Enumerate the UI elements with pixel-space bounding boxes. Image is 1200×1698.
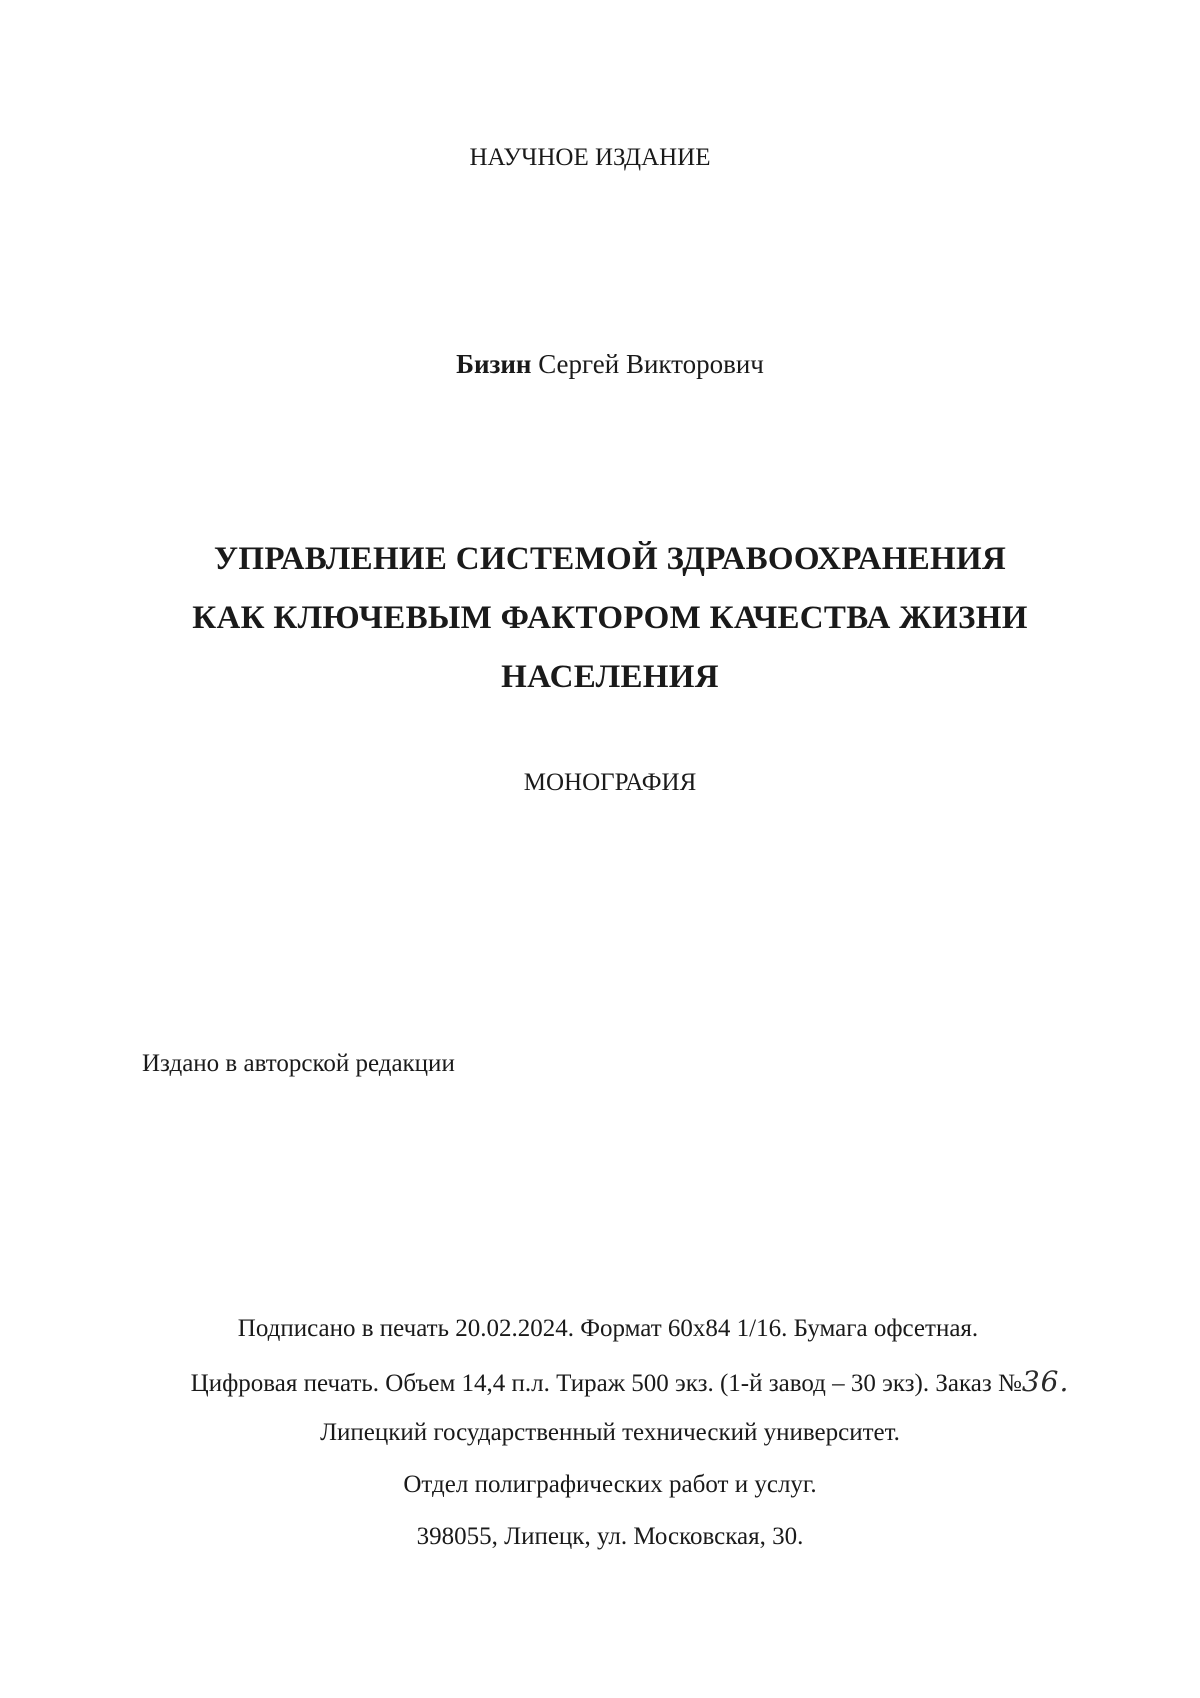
edition-note: Издано в авторской редакции [142,1050,455,1077]
author-surname: Бизин [456,349,532,379]
series-label: НАУЧНОЕ ИЗДАНИЕ [469,144,711,171]
genre-label: МОНОГРАФИЯ [523,769,697,796]
author-name [10,351,1200,378]
title-line-2: КАК КЛЮЧЕВЫМ ФАКТОРОМ КАЧЕСТВА ЖИЗНИ [192,600,1028,636]
imprint-line-2 [30,1365,1200,1398]
imprint-line-5: 398055, Липецк, ул. Московская, 30. [416,1523,804,1550]
imprint-line-4: Отдел полиграфических работ и услуг. [403,1471,817,1498]
title-line-3: НАСЕЛЕНИЯ [501,659,719,695]
handwritten-order-number: 36. [1021,1365,1070,1398]
author-given-names: Сергей Викторович [538,349,764,379]
title-line-1: УПРАВЛЕНИЕ СИСТЕМОЙ ЗДРАВООХРАНЕНИЯ [213,541,1007,577]
imprint-line-2-text: Цифровая печать. Объем 14,4 п.л. Тираж 500 экз. (1-й завод – 30 экз). Заказ № [190,1370,1022,1397]
imprint-line-3: Липецкий государственный технический университет. [320,1419,900,1446]
imprint-line-1: Подписано в печать 20.02.2024. Формат 60х84 1/16. Бумага офсетная. [237,1315,979,1342]
